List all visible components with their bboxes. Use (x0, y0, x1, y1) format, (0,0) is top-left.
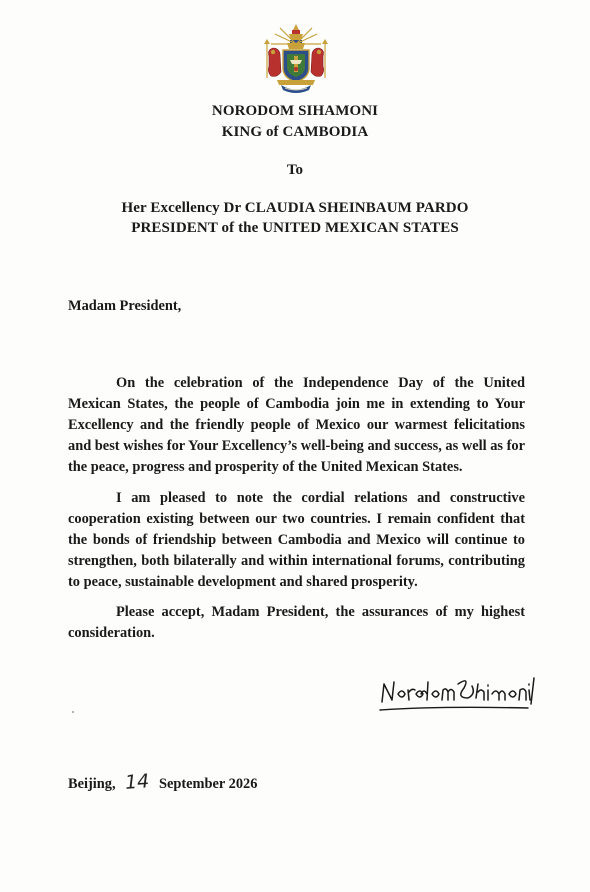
paragraph-1-text: On the celebration of the Independence Day of the United Mexican States, the people of Cambodia join me in extending to Your Excellency and the friendly people of Mexico our warmest felicitations and best wishes for Your Excellency’s well-being and success, as well as for the peace, progress and prosperity of the United Mexican States. (68, 375, 525, 475)
paragraph-3-text: Please accept, Madam President, the assurances of my highest consideration. (68, 604, 525, 641)
recipient-title: PRESIDENT of the UNITED MEXICAN STATES (131, 220, 459, 236)
date-line (68, 770, 257, 796)
paper-mark (72, 711, 74, 713)
sender-name: NORODOM SIHAMONI (211, 103, 379, 119)
date-month-year: September 2026 (158, 776, 258, 792)
sender-title: KING of CAMBODIA (221, 124, 369, 140)
date-place: Beijing, (68, 776, 116, 792)
recipient-name: Her Excellency Dr CLAUDIA SHEINBAUM PARDO (121, 200, 469, 216)
body-paragraph-1 (68, 373, 525, 478)
body-paragraph-3 (68, 602, 525, 644)
salutation-text: Madam President, (68, 298, 182, 314)
handwritten-signature-icon (378, 672, 538, 716)
salutation (68, 296, 525, 317)
paragraph-2-text: I am pleased to note the cordial relations and constructive cooperation existing between our two countries. I remain confident that the bonds of friendship between Cambodia and Mexico will continue to strengthen, both bilaterally and within international forums, contributing to peace, sustainable development and shared prosperity. (68, 490, 525, 590)
body-paragraph-2 (68, 488, 525, 593)
royal-coat-of-arms-icon (263, 22, 329, 94)
date-day-handwritten: 14 (124, 770, 151, 794)
to-label: To (286, 162, 304, 178)
